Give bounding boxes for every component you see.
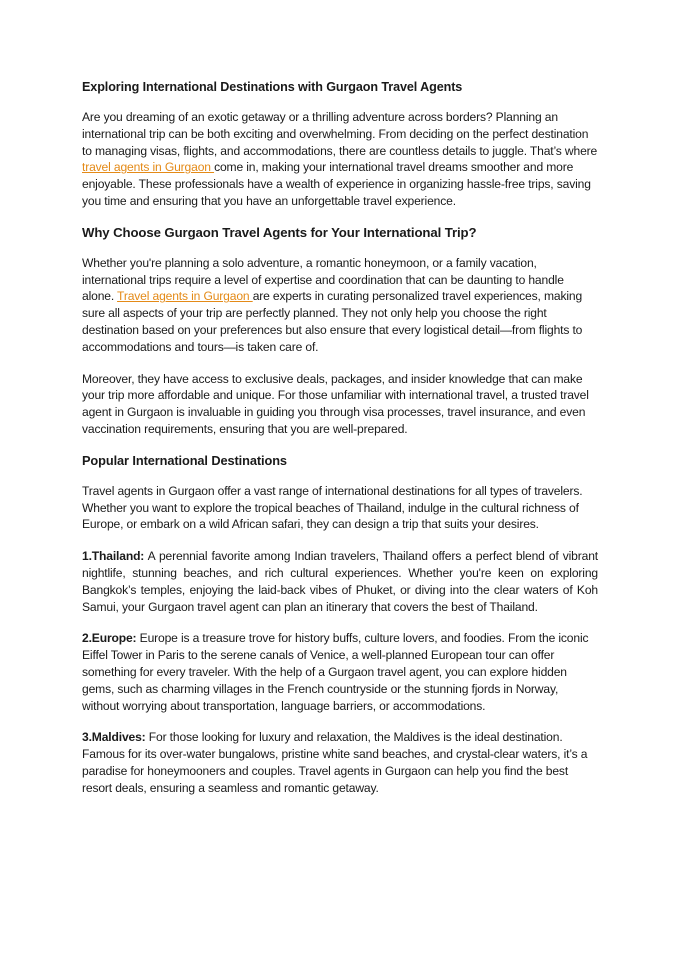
destination-maldives	[82, 729, 598, 796]
destination-text: A perennial favorite among Indian travelers, Thailand offers a perfect blend of vibrant nightlife, stunning beaches, and rich cultural experiences. Whether you're keen on exploring Bangkok’s temples, enjoying the laid-back vibes of Phuket, or diving into the clear waters of Koh Samui, your Gurgaon travel agent can plan an itinerary that covers the best of Thailand.	[82, 549, 598, 614]
page-title: Exploring International Destinations with Gurgaon Travel Agents	[82, 80, 463, 94]
destination-text: Europe is a treasure trove for history buffs, culture lovers, and foodies. From the iconic Eiffel Tower in Paris to the serene canals of Venice, a well-planned European tour can offer something for every traveler. With the help of a Gurgaon travel agent, you can explore hidden gems, such as charming villages in the French countryside or the stunning fjords in Norway, without worrying about transportation, language barriers, or accommodations.	[82, 631, 589, 713]
destination-europe	[82, 630, 598, 714]
why-heading: Why Choose Gurgaon Travel Agents for Your International Trip?	[82, 224, 477, 240]
why-paragraph-1	[82, 255, 598, 356]
destination-thailand	[82, 548, 598, 615]
travel-agents-link[interactable]: travel agents in Gurgaon	[82, 160, 215, 175]
destination-text: For those looking for luxury and relaxation, the Maldives is the ideal destination. Famous for its over-water bungalows, pristine white sand beaches, and crystal-clear waters, it’s a paradise for honeymooners and couples. Travel agents in Gurgaon can help you find the best resort deals, ensuring a seamless and romantic getaway.	[82, 730, 588, 795]
why-text-after: are experts in curating personalized travel experiences, making sure all aspects of your trip are perfectly planned. They not only help you choose the right destination based on your preferences but also ensure that every logistical detail—from flights to accommodations and tours—is taken care of.	[82, 289, 583, 354]
popular-intro: Travel agents in Gurgaon offer a vast range of international destinations for all types of travelers. Whether you want to explore the tropical beaches of Thailand, indulge in the cultural richness of Europe, or embark on a wild African safari, they can design a trip that suits your desires.	[82, 483, 583, 532]
destination-label: 3.Maldives:	[82, 730, 146, 745]
destination-label: 1.Thailand:	[82, 549, 145, 564]
intro-paragraph	[82, 109, 598, 210]
why-text-before: Whether you're planning a solo adventure, a romantic honeymoon, or a family vacation, international trips require a level of expertise and coordination that can be daunting to handle alone.	[82, 255, 564, 304]
why-paragraph-2: Moreover, they have access to exclusive deals, packages, and insider knowledge that can make your trip more affordable and unique. For those unfamiliar with international travel, a trusted travel agent in Gurgaon is invaluable in guiding you through visa processes, travel insurance, and even vaccination requirements, ensuring that you are well-prepared.	[82, 371, 589, 436]
popular-heading: Popular International Destinations	[82, 452, 287, 468]
travel-agents-link-2[interactable]: Travel agents in Gurgaon	[117, 289, 253, 304]
destination-label: 2.Europe:	[82, 631, 137, 646]
intro-text-after: come in, making your international travel dreams smoother and more enjoyable. These professionals have a wealth of experience in organizing hassle-free trips, saving you time and ensuring that you have an unforgettable travel experience.	[82, 160, 591, 208]
document-body	[82, 80, 598, 812]
intro-text-before: Are you dreaming of an exotic getaway or a thrilling adventure across borders? Planning an international trip can be both exciting and overwhelming. From deciding on the perfect destination to managing visas, flights, and accommodations, there are countless details to juggle. That’s where	[82, 110, 598, 158]
